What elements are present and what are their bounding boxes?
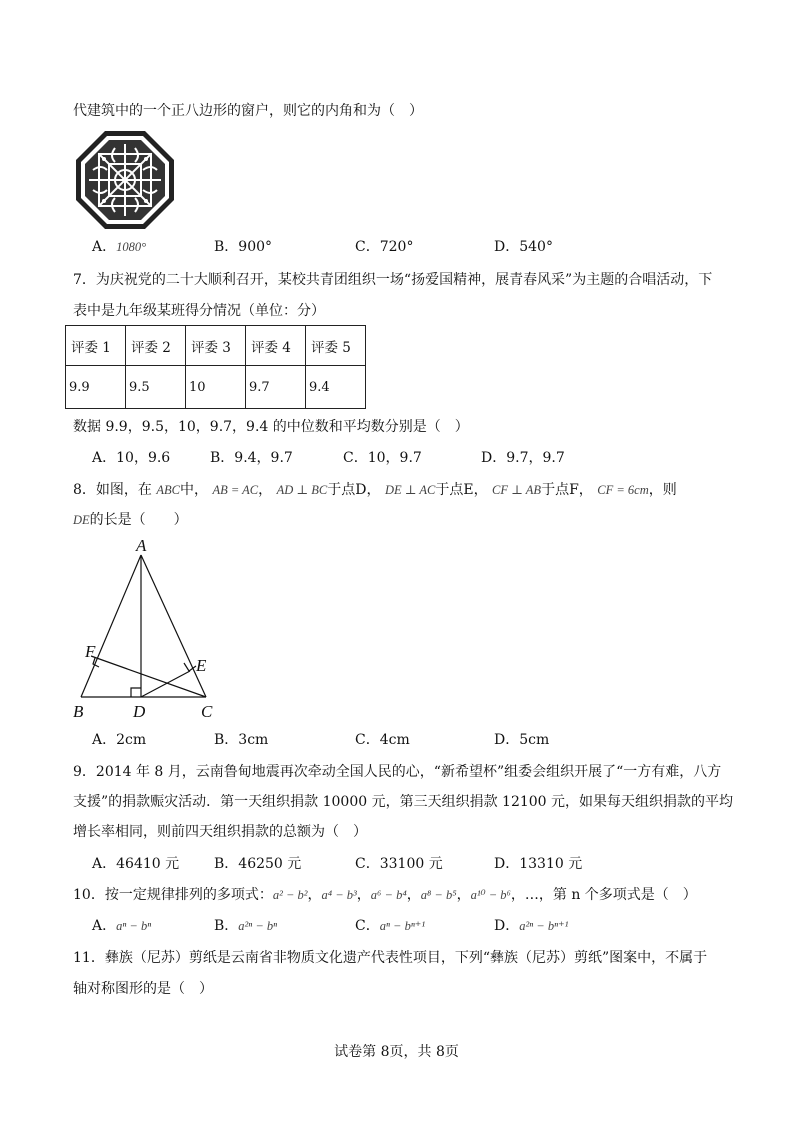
q9-option-a[interactable] [92,854,179,874]
q10-option-b[interactable] [214,916,277,936]
q7-option-d-value: 9.7，9.7 [506,450,565,466]
q7-table-header-cell: 评委 1 [66,326,126,366]
q9-option-a-value: 46410 元 [116,856,180,872]
q10-option-c-letter: C． [355,918,380,934]
q8-math-condition: AD ⊥ BC [276,483,328,497]
q8-stem-line2 [73,510,188,530]
q9-option-c[interactable] [355,854,443,874]
q7-option-d[interactable] [481,448,565,468]
q9-option-d-letter: D． [494,856,520,872]
q6-stem: 代建筑中的一个正八边形的窗户，则它的内角和为（ ） [73,103,423,119]
q8-option-d[interactable] [494,730,549,750]
q7-table-value-cell: 9.5 [126,366,186,409]
q10-text: 10．按一定规律排列的多项式： [73,887,273,903]
q6-option-a[interactable] [92,237,146,257]
q8-option-b-letter: B． [214,732,239,748]
q9-option-c-letter: C． [355,856,380,872]
q6-option-a-letter: A． [92,239,117,255]
q7-table-value-cell: 9.7 [246,366,306,409]
q7-question: 数据 9.9，9.5，10，9.7，9.4 的中位数和平均数分别是（ ） [73,419,469,435]
q7-option-b[interactable] [210,448,293,468]
q8-option-c[interactable] [355,730,410,750]
q8-text: 于点E， [435,482,488,498]
q7-option-c[interactable] [343,448,422,468]
q7-option-a-letter: A． [92,450,117,466]
q6-option-b[interactable] [214,237,272,257]
q8-math-condition: CF ⊥ AB [492,483,542,497]
q8-label-a: A [136,536,147,555]
q9-option-b-value: 46250 元 [238,856,302,872]
q8-text: 中， [179,482,208,498]
q8-option-c-value: 4cm [379,732,410,748]
q7-table-header-cell: 评委 2 [126,326,186,366]
q10-option-d[interactable] [494,916,568,936]
q7-option-c-value: 10，9.7 [367,450,422,466]
q6-option-b-value: 900° [238,239,273,255]
q10-stem: 10．按一定规律排列的多项式：a² − b²，a⁴ − b³，a⁶ − b⁴，a⁸ − b⁵，a¹⁰ − b⁶，…，第 n 个多项式是（ ） [73,887,697,903]
q10-option-c[interactable] [355,916,425,936]
q8-text: 于点F， [541,482,593,498]
q9-option-c-value: 33100 元 [379,856,443,872]
q7-table-value-cell: 9.9 [66,366,126,409]
q7-table-header-row [66,326,366,366]
q8-label-f: F [85,642,96,661]
q8-label-e: E [196,656,207,675]
q10-option-a-value: aⁿ − bⁿ [116,919,152,933]
q10-option-d-letter: D． [494,918,520,934]
q10-option-a-letter: A． [92,918,117,934]
q8-text: 于点D， [327,482,381,498]
q7-option-a-value: 10，9.6 [116,450,171,466]
q6-option-d-letter: D． [494,239,520,255]
q10-term: a¹⁰ − b⁶ [470,888,511,902]
q8-option-b-value: 3cm [238,732,269,748]
q8-option-a-letter: A． [92,732,117,748]
q6-option-d[interactable] [494,237,553,257]
q7-table-value-cell: 9.4 [306,366,366,409]
q10-option-b-letter: B． [214,918,239,934]
q8-label-d: D [133,702,146,721]
q8-math-segment: DE [73,513,90,527]
octagon-window-image [75,130,175,230]
q9-option-d-value: 13310 元 [519,856,583,872]
q6-option-c-value: 720° [379,239,414,255]
q10-term: a⁴ − b³ [321,888,357,902]
q10-text: ，…，第 n 个多项式是（ ） [510,887,697,903]
q8-math-condition: CF = 6cm [597,483,649,497]
q8-label-b: B [73,702,84,721]
q7-option-b-value: 9.4，9.7 [234,450,293,466]
q6-option-a-value: 1080° [116,240,147,254]
q10-option-d-value: a²ⁿ − bⁿ⁺¹ [519,919,569,933]
q7-stem-line2: 表中是九年级某班得分情况（单位：分） [73,303,325,319]
q7-option-a[interactable] [92,448,170,468]
q6-option-b-letter: B． [214,239,239,255]
q11-line2: 轴对称图形的是（ ） [73,981,213,997]
q8-text: ， [258,482,273,498]
q8-option-b[interactable] [214,730,268,750]
q8-option-a-value: 2cm [116,732,147,748]
q6-option-c-letter: C． [355,239,380,255]
q7-stem-line1: 7．为庆祝党的二十大顺利召开，某校共青团组织一场“扬爱国精神，展青春风采”为主题的合唱活动，下 [73,272,713,288]
q8-option-d-value: 5cm [519,732,550,748]
q8-option-d-letter: D． [494,732,520,748]
q8-text: ，则 [648,482,677,498]
q7-table-value-row [66,366,366,409]
q8-math-triangle: ABC [156,483,180,497]
q8-option-a[interactable] [92,730,146,750]
q8-text: 的长是（ ） [89,512,188,528]
q8-option-c-letter: C． [355,732,380,748]
q11-line1: 11．彝族（尼苏）剪纸是云南省非物质文化遗产代表性项目，下列“彝族（尼苏）剪纸”图案中，不属于 [73,950,708,966]
q9-line1: 9．2014 年 8 月，云南鲁甸地震再次牵动全国人民的心，“新希望杯”组委会组织开展了“一方有难，八方 [73,764,722,780]
q7-option-c-letter: C． [343,450,368,466]
q7-option-b-letter: B． [210,450,235,466]
q7-table-header-cell: 评委 4 [246,326,306,366]
q10-option-c-value: aⁿ − bⁿ⁺¹ [379,919,426,933]
q8-stem-line1 [73,480,677,500]
q10-term: a⁸ − b⁵ [420,888,457,902]
q7-score-table [65,325,366,409]
q9-line3: 增长率相同，则前四天组织捐款的总额为（ ） [73,824,367,840]
q9-option-b-letter: B． [214,856,239,872]
q10-option-b-value: a²ⁿ − bⁿ [238,919,278,933]
q10-term: a⁶ − b⁴ [370,888,407,902]
q7-option-d-letter: D． [481,450,507,466]
q6-option-d-value: 540° [519,239,553,255]
q8-triangle-figure [70,535,230,725]
q9-option-d[interactable] [494,854,582,874]
q7-table-header-cell: 评委 5 [306,326,366,366]
q10-term: a² − b² [272,888,308,902]
q9-line2: 支援”的捐款赈灾活动．第一天组织捐款 10000 元，第三天组织捐款 12100 元，如果每天组织捐款的平均 [73,794,734,810]
q7-table-header-cell: 评委 3 [186,326,246,366]
q8-text: 8．如图，在 [73,482,152,498]
q8-label-c: C [201,702,213,721]
q7-table-value-cell: 10 [186,366,246,409]
q8-math-condition: DE ⊥ AC [384,483,436,497]
q6-option-c[interactable] [355,237,413,257]
q9-option-b[interactable] [214,854,301,874]
q10-option-a[interactable] [92,916,151,936]
q9-option-a-letter: A． [92,856,117,872]
page-footer: 试卷第 8页，共 8页 [334,1044,459,1060]
q8-math-condition: AB = AC [212,483,259,497]
